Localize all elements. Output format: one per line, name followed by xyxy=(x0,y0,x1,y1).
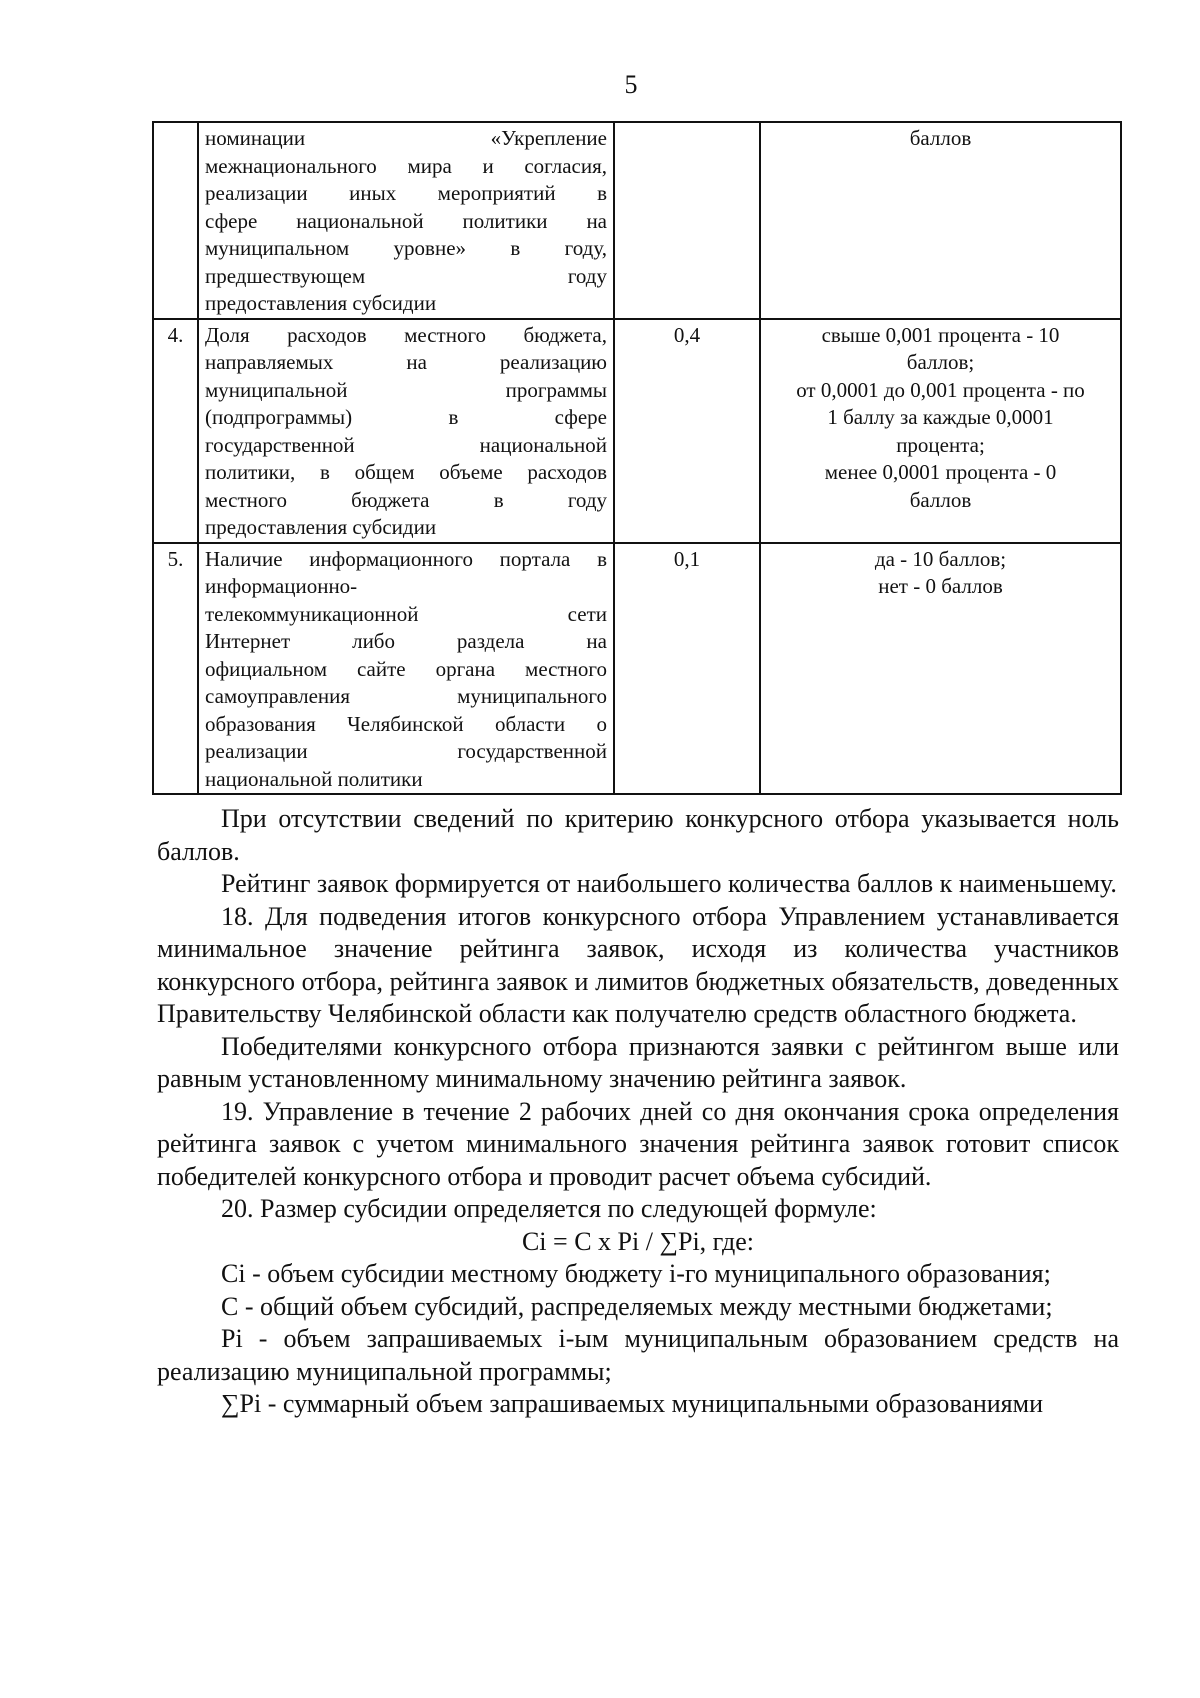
criteria-row xyxy=(153,543,1121,795)
criteria-name-line: муниципальной программы xyxy=(205,377,607,402)
criteria-name-line: реализации иных мероприятий в xyxy=(205,181,607,205)
criteria-name-line: политики, в общем объеме расходов xyxy=(205,460,607,484)
criteria-scoring-line: нет - 0 баллов xyxy=(878,574,1003,598)
criteria-name-line: информационно- xyxy=(205,574,358,598)
criteria-name-line: номинации «Укрепление xyxy=(205,126,607,150)
criteria-scoring xyxy=(760,319,1121,543)
criteria-scoring-line: 1 баллу за каждые 0,0001 xyxy=(827,405,1054,429)
criteria-name-line: межнационального мира и согласия, xyxy=(205,153,607,178)
criteria-weight xyxy=(614,122,760,319)
criteria-name-line: Интернет либо раздела на xyxy=(205,629,607,653)
criteria-scoring-line: свыше 0,001 процента - 10 xyxy=(821,322,1060,347)
page-number: 5 xyxy=(624,70,638,99)
criteria-name-line: образования Челябинской области о xyxy=(205,711,607,736)
criteria-name-line: официальном сайте органа местного xyxy=(205,656,607,681)
criteria-name-line: сфере национальной политики на xyxy=(205,208,607,233)
criteria-number: 5. xyxy=(153,543,198,795)
criteria-row xyxy=(153,319,1121,543)
definition-pi: Pi - объем запрашиваемых i-ым муниципальным образованием средств на реализацию муниципальной программы; xyxy=(157,1324,1119,1386)
criteria-table-body xyxy=(153,122,1121,794)
criteria-name-line: (подпрограммы) в сфере xyxy=(205,405,607,429)
criteria-name-line: государственной национальной xyxy=(205,432,607,457)
criteria-scoring xyxy=(760,122,1121,319)
paragraph-20: 20. Размер субсидии определяется по следующей формуле: xyxy=(221,1194,877,1223)
criteria-scoring-line: баллов xyxy=(909,487,972,512)
criteria-name-line: предоставления субсидии xyxy=(205,515,437,539)
definition-c: C - общий объем субсидий, распределяемых между местными бюджетами; xyxy=(221,1291,1053,1321)
criteria-name-line: самоуправления муниципального xyxy=(205,684,607,708)
criteria-weight: 0,4 xyxy=(614,319,760,543)
criteria-scoring xyxy=(760,543,1121,795)
criteria-scoring-line: процента; xyxy=(896,432,985,457)
criteria-scoring-line: менее 0,0001 процента - 0 xyxy=(824,460,1057,484)
criteria-name-line: направляемых на реализацию xyxy=(205,350,607,374)
criteria-name-line: реализации государственной xyxy=(205,739,607,763)
paragraph-18: 18. Для подведения итогов конкурсного отбора Управлением устанавливается минимальное значение рейтинга заявок, исходя из количества участников конкурсного отбора, рейтинга заявок и лимитов бюджетных обязательств, доведенных Правительству Челябинской области как получателю средств областного бюджета. xyxy=(157,901,1119,1028)
criteria-scoring-line: от 0,0001 до 0,001 процента - по xyxy=(796,377,1085,402)
paragraph-no-data: При отсутствии сведений по критерию конкурсного отбора указывается ноль баллов. xyxy=(157,804,1119,866)
criteria-weight: 0,1 xyxy=(614,543,760,795)
criteria-name-line: местного бюджета в году xyxy=(205,487,607,512)
paragraph-winners: Победителями конкурсного отбора признаются заявки с рейтингом выше или равным установленному минимальному значению рейтинга заявок. xyxy=(157,1031,1119,1093)
criteria-name-line: предоставления субсидии xyxy=(205,291,437,315)
criteria-scoring-line: баллов xyxy=(909,126,972,150)
body-text xyxy=(157,803,1119,1421)
criteria-name xyxy=(198,543,614,795)
criteria-number: 4. xyxy=(153,319,198,543)
criteria-number xyxy=(153,122,198,319)
criteria-name-line: Наличие информационного портала в xyxy=(205,546,607,571)
definition-ci: Ci - объем субсидии местному бюджету i-го муниципального образования; xyxy=(221,1259,1051,1288)
criteria-name xyxy=(198,319,614,543)
criteria-scoring-line: баллов; xyxy=(906,350,975,374)
criteria-scoring-line: да - 10 баллов; xyxy=(874,546,1007,571)
criteria-name xyxy=(198,122,614,319)
definition-sum-pi: ∑Pi - суммарный объем запрашиваемых муниципальными образованиями xyxy=(221,1389,1043,1418)
subsidy-formula: Ci = C x Pi / ∑Pi, где: xyxy=(521,1226,755,1256)
criteria-name-line: муниципальном уровне» в году, xyxy=(205,236,607,260)
criteria-name-line: телекоммуникационной сети xyxy=(205,601,607,626)
criteria-name-line: предшествующем году xyxy=(205,263,607,288)
criteria-row xyxy=(153,122,1121,319)
paragraph-rating: Рейтинг заявок формируется от наибольшего количества баллов к наименьшему. xyxy=(221,869,1117,898)
criteria-name-line: национальной политики xyxy=(205,766,423,791)
paragraph-19: 19. Управление в течение 2 рабочих дней со дня окончания срока определения рейтинга заявок с учетом минимального значения рейтинга заявок готовит список победителей конкурсного отбора и проводит расчет объема субсидий. xyxy=(157,1096,1119,1191)
criteria-name-line: Доля расходов местного бюджета, xyxy=(205,322,607,347)
criteria-table xyxy=(152,121,1122,795)
